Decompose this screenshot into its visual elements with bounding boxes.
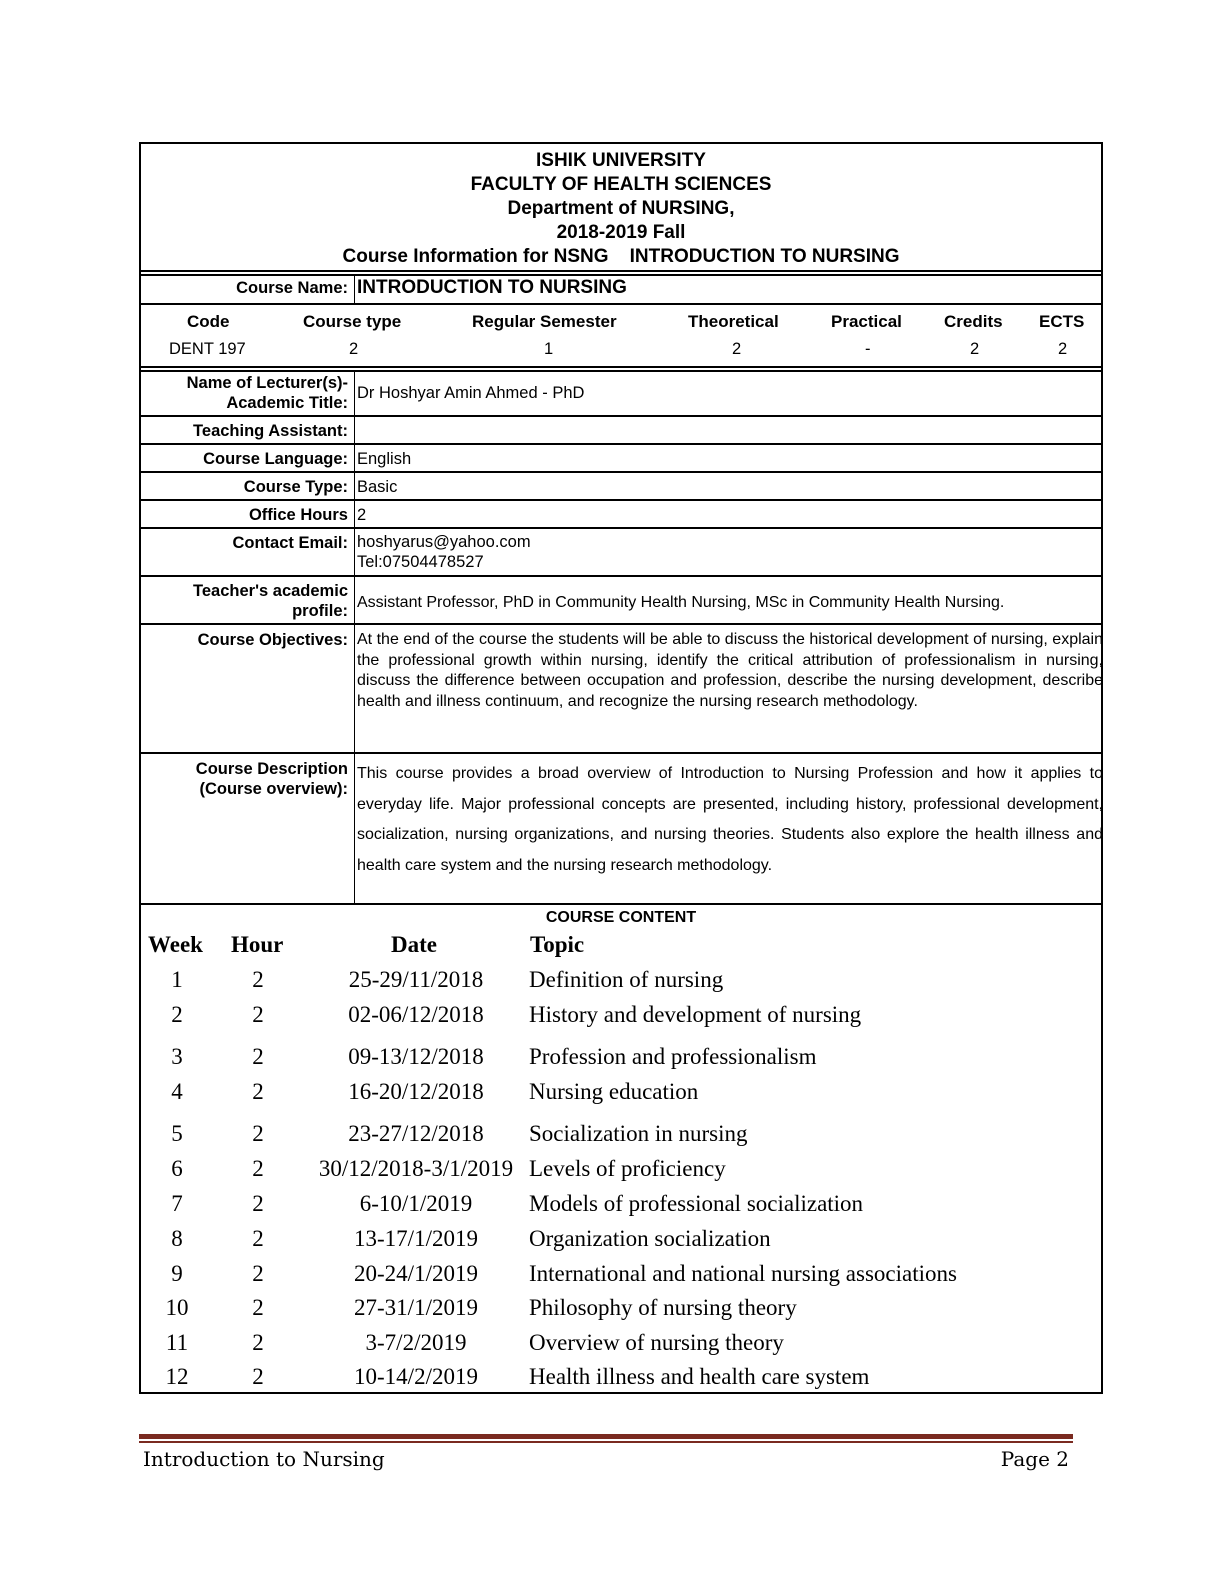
week-cell: 8	[171, 1226, 183, 1251]
code-value: DENT 197	[169, 340, 246, 358]
date-cell: 13-17/1/2019	[354, 1226, 478, 1251]
footer-document-title: Introduction to Nursing	[143, 1447, 385, 1471]
table-row	[141, 1330, 1101, 1360]
course-type-value: 2	[349, 340, 359, 358]
topic-cell: History and development of nursing	[529, 1002, 862, 1027]
divider	[141, 623, 1101, 625]
table-row	[141, 1261, 1101, 1291]
hour-cell: 2	[252, 1226, 264, 1251]
course-name-value: INTRODUCTION TO NURSING	[357, 277, 627, 298]
column-divider	[354, 370, 355, 904]
office-hours-value: 2	[357, 506, 367, 524]
date-cell: 20-24/1/2019	[354, 1261, 478, 1286]
topic-cell: Profession and professionalism	[529, 1044, 817, 1069]
course-description-label-line1: Course Description	[195, 760, 348, 778]
practical-header: Practical	[831, 312, 902, 331]
ects-value: 2	[1058, 340, 1068, 358]
course-type-label: Course Type:	[243, 478, 348, 496]
divider	[141, 443, 1101, 445]
footer-rule-thin	[139, 1441, 1073, 1443]
divider	[141, 270, 1101, 272]
email-value: hoshyarus@yahoo.com	[357, 533, 531, 551]
week-cell: 5	[171, 1121, 183, 1146]
office-hours-label: Office Hours	[248, 506, 348, 524]
course-description-label	[196, 759, 348, 799]
week-cell: 4	[171, 1079, 183, 1104]
topic-cell: International and national nursing associations	[529, 1261, 957, 1286]
academic-term: 2018-2019 Fall	[556, 222, 686, 243]
code-header: Code	[187, 312, 230, 331]
table-row	[141, 1079, 1101, 1109]
topic-cell: Health illness and health care system	[529, 1364, 870, 1389]
department-name: Department of NURSING,	[507, 198, 735, 219]
lecturer-value: Dr Hoshyar Amin Ahmed - PhD	[357, 384, 585, 402]
phone-value: Tel:07504478527	[357, 553, 484, 571]
divider	[141, 471, 1101, 473]
divider	[141, 370, 1101, 372]
hour-cell: 2	[252, 1121, 264, 1146]
academic-profile-label-line1: Teacher's academic	[193, 582, 348, 600]
date-cell: 30/12/2018-3/1/2019	[318, 1156, 514, 1181]
table-row	[141, 1121, 1101, 1151]
hour-cell: 2	[252, 1364, 264, 1389]
week-cell: 3	[171, 1044, 183, 1069]
topic-cell: Definition of nursing	[529, 967, 724, 992]
faculty-name: FACULTY OF HEALTH SCIENCES	[470, 174, 772, 195]
hour-cell: 2	[252, 1156, 264, 1181]
contact-info	[357, 532, 531, 572]
topic-cell: Levels of proficiency	[529, 1156, 726, 1181]
hour-cell: 2	[252, 1295, 264, 1320]
contact-email-label: Contact Email:	[232, 534, 348, 552]
week-cell: 10	[165, 1295, 189, 1320]
divider	[141, 366, 1101, 368]
topic-cell: Socialization in nursing	[529, 1121, 748, 1146]
topic-cell: Organization socialization	[529, 1226, 771, 1251]
course-objectives-value: At the end of the course the students will be able to discuss the historical development of nursing, explain the professional growth within nursing, identify the critical attribution of professionalism in nursing, discuss the difference between occupation and profession, describe the nursing development, describe health and illness continuum, and recognize the nursing research methodology.	[357, 631, 1103, 710]
date-column-header: Date	[391, 932, 437, 957]
course-name-label: Course Name:	[236, 279, 348, 297]
course-content-title: COURSE CONTENT	[545, 909, 697, 926]
column-divider	[354, 274, 355, 304]
table-row	[141, 1191, 1101, 1221]
course-description-label-line2: (Course overview):	[199, 780, 348, 798]
divider	[141, 527, 1101, 529]
week-cell: 11	[165, 1330, 189, 1355]
week-column-header: Week	[148, 932, 203, 957]
course-type-field-value: Basic	[357, 478, 398, 496]
table-row	[141, 967, 1101, 997]
date-cell: 25-29/11/2018	[348, 967, 484, 992]
lecturer-label-line2: Academic Title:	[226, 394, 348, 412]
topic-column-header: Topic	[530, 932, 585, 957]
ects-header: ECTS	[1039, 312, 1085, 331]
topic-cell: Models of professional socialization	[529, 1191, 864, 1216]
course-language-value: English	[357, 450, 412, 468]
credits-value: 2	[970, 340, 980, 358]
week-cell: 9	[171, 1261, 183, 1286]
hour-cell: 2	[252, 1330, 264, 1355]
week-cell: 12	[165, 1364, 189, 1389]
course-language-label: Course Language:	[203, 450, 348, 468]
header-block	[141, 144, 1101, 269]
date-cell: 23-27/12/2018	[348, 1121, 484, 1146]
course-type-header: Course type	[303, 312, 402, 331]
university-name: ISHIK UNIVERSITY	[536, 150, 706, 171]
page-number: Page 2	[1000, 1447, 1069, 1471]
table-row	[141, 1156, 1101, 1186]
course-info-title: Course Information for NSNG INTRODUCTION TO NURSING	[342, 246, 900, 267]
footer-rule	[139, 1434, 1073, 1439]
table-row	[141, 1044, 1101, 1074]
topic-cell: Philosophy of nursing theory	[529, 1295, 797, 1320]
date-cell: 02-06/12/2018	[348, 1002, 484, 1027]
lecturer-label	[187, 373, 348, 413]
lecturer-label-line1: Name of Lecturer(s)-	[186, 374, 348, 392]
theoretical-header: Theoretical	[688, 312, 779, 331]
regular-semester-value: 1	[544, 340, 554, 358]
date-cell: 10-14/2/2019	[354, 1364, 478, 1389]
week-cell: 1	[171, 967, 183, 992]
table-row	[141, 1364, 1101, 1394]
course-info-sheet	[139, 142, 1103, 1394]
course-description-value: This course provides a broad overview of Introduction to Nursing Profession and how it applies to everyday life. Major professional concepts are presented, including history, professional development, socialization, nursing organizations, and nursing theories. Students also explore the health illness and health care system and the nursing research methodology.	[357, 765, 1103, 874]
course-objectives-label: Course Objectives:	[197, 631, 348, 649]
table-row	[141, 1002, 1101, 1032]
theoretical-value: 2	[732, 340, 742, 358]
date-cell: 09-13/12/2018	[348, 1044, 484, 1069]
date-cell: 16-20/12/2018	[348, 1079, 484, 1104]
divider	[141, 575, 1101, 577]
regular-semester-header: Regular Semester	[472, 312, 617, 331]
topic-cell: Overview of nursing theory	[529, 1330, 784, 1355]
hour-cell: 2	[252, 967, 264, 992]
week-cell: 6	[171, 1156, 183, 1181]
table-row	[141, 1295, 1101, 1325]
divider	[141, 415, 1101, 417]
table-row	[141, 1226, 1101, 1256]
divider	[141, 903, 1101, 905]
hour-cell: 2	[252, 1261, 264, 1286]
divider	[141, 303, 1101, 305]
academic-profile-value: Assistant Professor, PhD in Community Health Nursing, MSc in Community Health Nursing.	[357, 594, 1005, 611]
credits-header: Credits	[944, 312, 1003, 331]
date-cell: 6-10/1/2019	[359, 1191, 473, 1216]
academic-profile-label-line2: profile:	[292, 602, 348, 620]
hour-cell: 2	[252, 1002, 264, 1027]
divider	[141, 499, 1101, 501]
divider	[141, 752, 1101, 754]
date-cell: 3-7/2/2019	[365, 1330, 467, 1355]
hour-cell: 2	[252, 1079, 264, 1104]
hour-column-header: Hour	[231, 932, 284, 957]
topic-cell: Nursing education	[529, 1079, 699, 1104]
teaching-assistant-label: Teaching Assistant:	[193, 422, 348, 440]
week-cell: 2	[171, 1002, 183, 1027]
academic-profile-label	[193, 581, 348, 621]
date-cell: 27-31/1/2019	[354, 1295, 478, 1320]
hour-cell: 2	[252, 1191, 264, 1216]
practical-value: -	[865, 340, 871, 358]
hour-cell: 2	[252, 1044, 264, 1069]
week-cell: 7	[171, 1191, 183, 1216]
